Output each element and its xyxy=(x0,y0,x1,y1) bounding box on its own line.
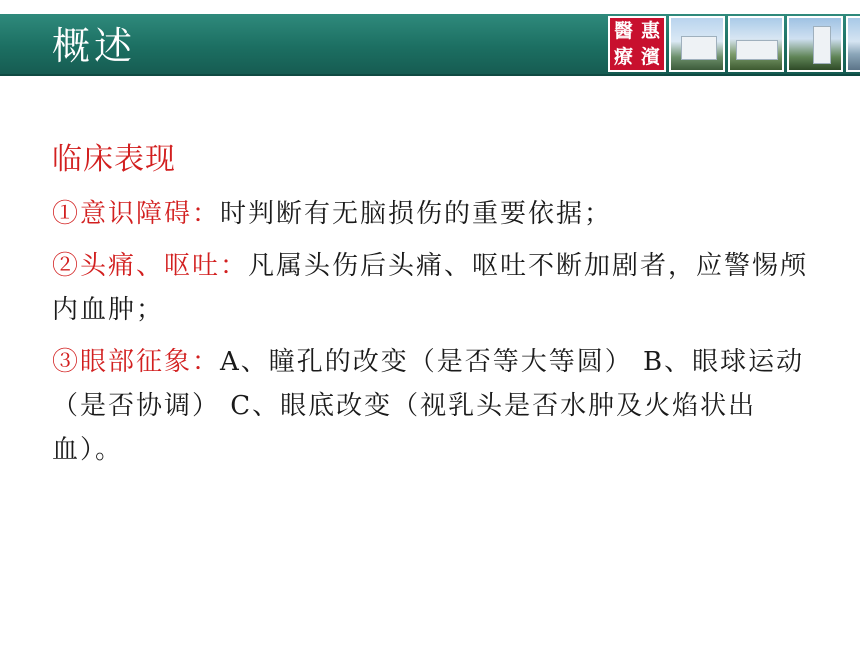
item-label: ③眼部征象： xyxy=(52,347,221,377)
logo-char: 醫 xyxy=(613,19,633,42)
hospital-photo-2 xyxy=(728,16,784,72)
item-text: A、瞳孔的改变（是否等大等圆） B、眼球运动（是否协调） C、眼底改变（视乳头是否水肿及火焰状出血）。 xyxy=(52,347,805,465)
item-text: 凡属头伤后头痛、呕吐不断加剧者，应警惕颅内血肿； xyxy=(52,251,809,325)
list-item xyxy=(52,340,812,472)
hospital-logo xyxy=(608,16,666,72)
list-item xyxy=(52,244,812,332)
hospital-photo-4 xyxy=(846,16,860,72)
logo-char: 濱 xyxy=(640,45,660,68)
section-heading: 临床表现 xyxy=(52,142,176,177)
logo-char: 療 xyxy=(613,45,633,68)
logo-char: 惠 xyxy=(640,19,660,42)
item-text: 时判断有无脑损伤的重要依据； xyxy=(220,199,613,229)
hospital-logo-strip xyxy=(608,16,860,72)
header-divider xyxy=(0,74,860,76)
slide-content xyxy=(52,140,812,480)
hospital-photo-3 xyxy=(787,16,843,72)
slide-title: 概述 xyxy=(52,24,137,68)
item-label: ②头痛、呕吐： xyxy=(52,251,249,281)
list-item xyxy=(52,192,812,236)
hospital-photo-1 xyxy=(669,16,725,72)
item-label: ①意识障碍： xyxy=(52,199,221,229)
